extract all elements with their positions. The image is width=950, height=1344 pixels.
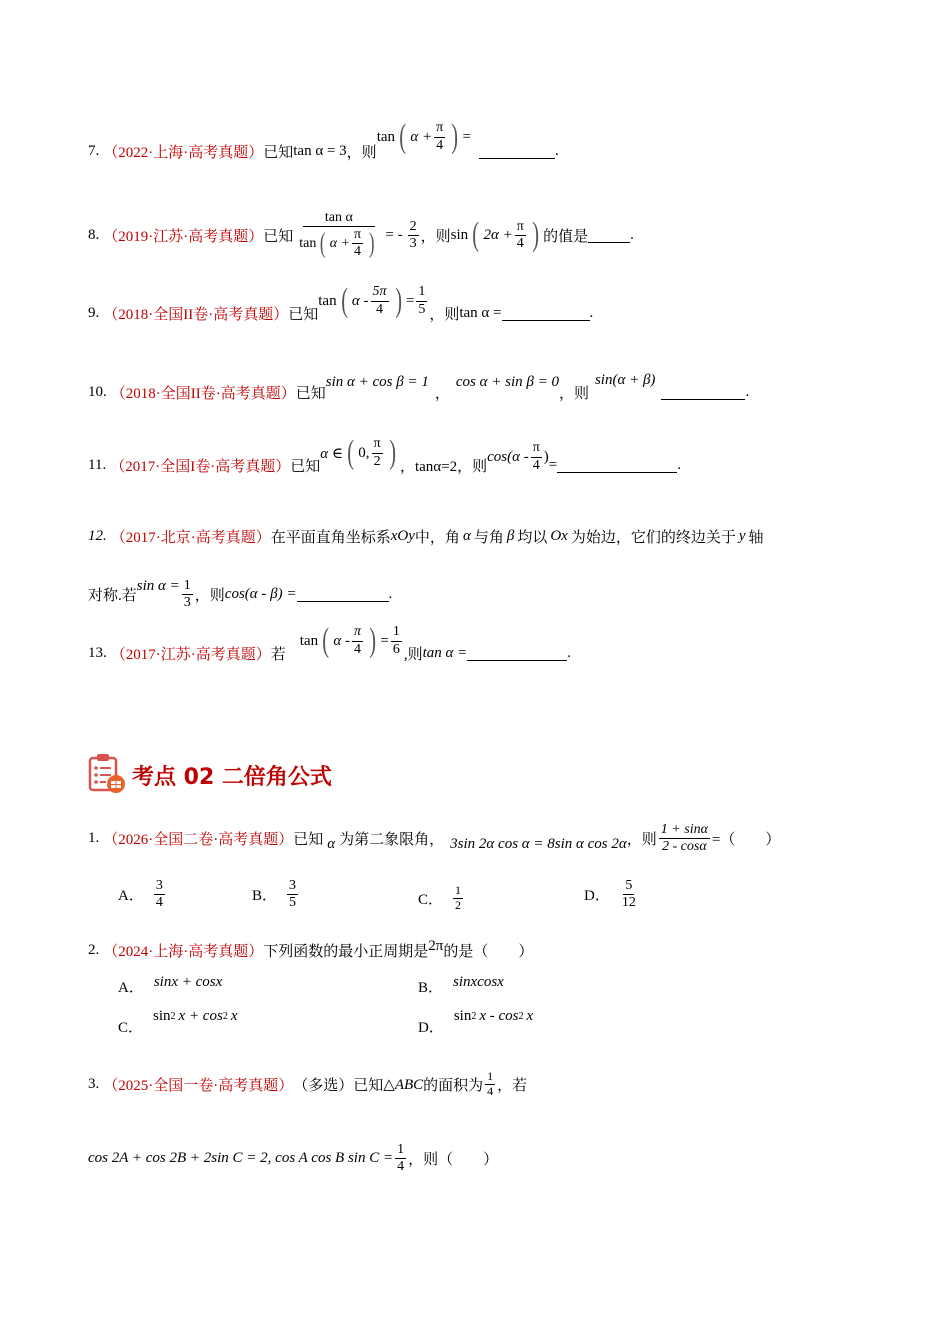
- math-expression: tan ( α + $\frac{\pi}{4}$ ) =: [376, 118, 471, 155]
- question-number: 10.: [88, 384, 107, 400]
- math-expression: tan ( α - $\frac{\pi}{4}$ ) = $\frac{1}{6}$: [299, 622, 400, 659]
- question-number: 3.: [88, 1075, 100, 1092]
- question-7: 7. （2022·上海·高考真题） 已知 tan α = 3 ，则 tan ( α + $\frac{\pi}{4}$ ) = .: [88, 118, 559, 161]
- question-source: （2019·江苏·高考真题）: [103, 228, 264, 245]
- question-number: 11.: [88, 456, 107, 473]
- math-expression: sin(α + β): [594, 372, 656, 388]
- section-title: 考点 02 二倍角公式: [132, 765, 332, 790]
- option-c[interactable]: C． $\frac{1}{2}$: [418, 883, 462, 912]
- answer-blank[interactable]: [588, 228, 630, 243]
- question-12-line-2: 对称.若 sin α = $\frac{1}{3}$ ，则 cos(α - β) = .: [88, 578, 393, 611]
- question-number: 12.: [88, 528, 107, 544]
- math-expression: cos(α - β) =: [224, 586, 297, 603]
- question-source: （2026·全国二卷·高考真题）: [103, 832, 294, 849]
- question-8: 8. （2019·江苏·高考真题） 已知 tan α tan ( α + $\frac{\pi}{4}$ ) = - $\frac{2}{3}$ ，则 sin ( 2α + $\frac{\pi}{4}$ ) 的值是 .: [88, 210, 634, 260]
- question-source: （2017·全国I卷·高考真题）: [110, 458, 291, 475]
- question-9: 9. （2018·全国II卷·高考真题） 已知 tan ( α - $\frac{5\pi}{4}$ ) = $\frac{1}{5}$ ，则 tan α = .: [88, 282, 594, 323]
- section-question-3-line-2: cos 2A + cos 2B + 2sin C = 2, cos A cos B sin C = $\frac{1}{4}$ ，则（ ）: [88, 1142, 499, 1175]
- option-d[interactable]: D． $\frac{5}{12}$: [584, 878, 636, 911]
- question-12: 12. （2017·北京·高考真题） 在平面直角坐标系 xOy 中，角 α 与角 β 均以 Ox 为始边，它们的终边关于 y 轴: [88, 528, 764, 546]
- question-number: 7.: [88, 142, 100, 159]
- question-number: 8.: [88, 226, 100, 243]
- answer-blank[interactable]: [502, 306, 590, 321]
- question-11: 11. （2017·全国I卷·高考真题） 已知 α ∈ ( 0, $\frac{\pi}{2}$ ) ，tanα=2，则 cos(α - $\frac{\pi}{4}$ ) = .: [88, 434, 681, 475]
- math-fraction: tan α tan ( α + $\frac{\pi}{4}$ ): [299, 210, 375, 260]
- math-condition: sin α + cos β = 1: [325, 374, 429, 390]
- answer-blank[interactable]: [661, 385, 745, 400]
- section-question-1: 1. （2026·全国二卷·高考真题） 已知 α 为第二象限角， 3sin 2α cos α = 8sin α cos 2α ，则 $\frac{1 + \sin\alpha}{2 - \cos\alpha}$ =（ ）: [88, 822, 781, 855]
- question-source: （2018·全国II卷·高考真题）: [110, 386, 296, 402]
- math-condition: 3sin 2α cos α = 8sin α cos 2α: [450, 836, 627, 853]
- question-text: ，则: [346, 144, 377, 161]
- question-text: 已知: [288, 306, 319, 323]
- math-expression: sin ( 2α + $\frac{\pi}{4}$ ): [450, 216, 539, 254]
- clipboard-icon: [88, 752, 126, 799]
- answer-blank[interactable]: [467, 646, 567, 661]
- question-text: 已知: [295, 386, 326, 402]
- answer-blank[interactable]: [557, 458, 677, 473]
- question-10: 10. （2018·全国II卷·高考真题） 已知 sin α + cos β = 1 ， cos α + sin β = 0 ，则 sin(α + β) .: [88, 372, 750, 402]
- question-source: （2018·全国II卷·高考真题）: [103, 306, 289, 323]
- option-a[interactable]: A． sinx + cosx: [118, 974, 223, 996]
- question-number: 1.: [88, 830, 100, 847]
- question-13: 13. （2017·江苏·高考真题） 若 tan ( α - $\frac{\pi}{4}$ ) = $\frac{1}{6}$ ,则 tan α = .: [88, 622, 572, 663]
- question-source: （2022·上海·高考真题）: [103, 144, 264, 161]
- section-question-3: 3. （2025·全国一卷·高考真题） （多选） 已知 △ABC 的面积为 $\frac{1}{4}$ ，若: [88, 1069, 528, 1098]
- math-condition: cos 2A + cos 2B + 2sin C = 2, cos A cos B sin C =: [88, 1150, 394, 1167]
- question-source: （2025·全国一卷·高考真题）: [103, 1077, 294, 1094]
- section-question-2: 2. （2024·上海·高考真题） 下列函数的最小正周期是 2π 的是（ ）: [88, 938, 534, 960]
- question-source: （2017·江苏·高考真题）: [110, 646, 271, 663]
- question-text: 已知: [263, 228, 294, 245]
- answer-blank[interactable]: [297, 587, 389, 602]
- math-condition: cos α + sin β = 0: [455, 374, 559, 390]
- math-given: tan α = 3: [293, 142, 347, 159]
- section-header: [88, 752, 332, 799]
- math-expression: tan ( α - $\frac{5\pi}{4}$ ) = $\frac{1}{5}$: [318, 282, 426, 319]
- math-expression: cos(α - $\frac{\pi}{4}$ ): [487, 440, 549, 473]
- option-b[interactable]: B． $\frac{3}{5}$: [252, 878, 297, 911]
- math-condition: α ∈ ( 0, $\frac{\pi}{2}$ ): [320, 434, 396, 471]
- question-source: （2024·上海·高考真题）: [103, 944, 264, 960]
- option-a[interactable]: A． $\frac{3}{4}$: [118, 878, 163, 911]
- option-c[interactable]: C． sin 2 x + cos 2 x: [118, 1008, 238, 1036]
- option-d[interactable]: D． sin 2 x - cos 2 x: [418, 1008, 534, 1036]
- question-text: 若: [270, 646, 286, 663]
- answer-blank[interactable]: [479, 144, 555, 159]
- question-number: 2.: [88, 942, 100, 958]
- question-text: 已知: [263, 144, 294, 161]
- question-number: 13.: [88, 644, 107, 661]
- question-source: （2017·北京·高考真题）: [110, 530, 271, 546]
- question-number: 9.: [88, 304, 100, 321]
- question-text: 已知: [290, 458, 321, 475]
- option-b[interactable]: B． sinxcosx: [418, 974, 504, 996]
